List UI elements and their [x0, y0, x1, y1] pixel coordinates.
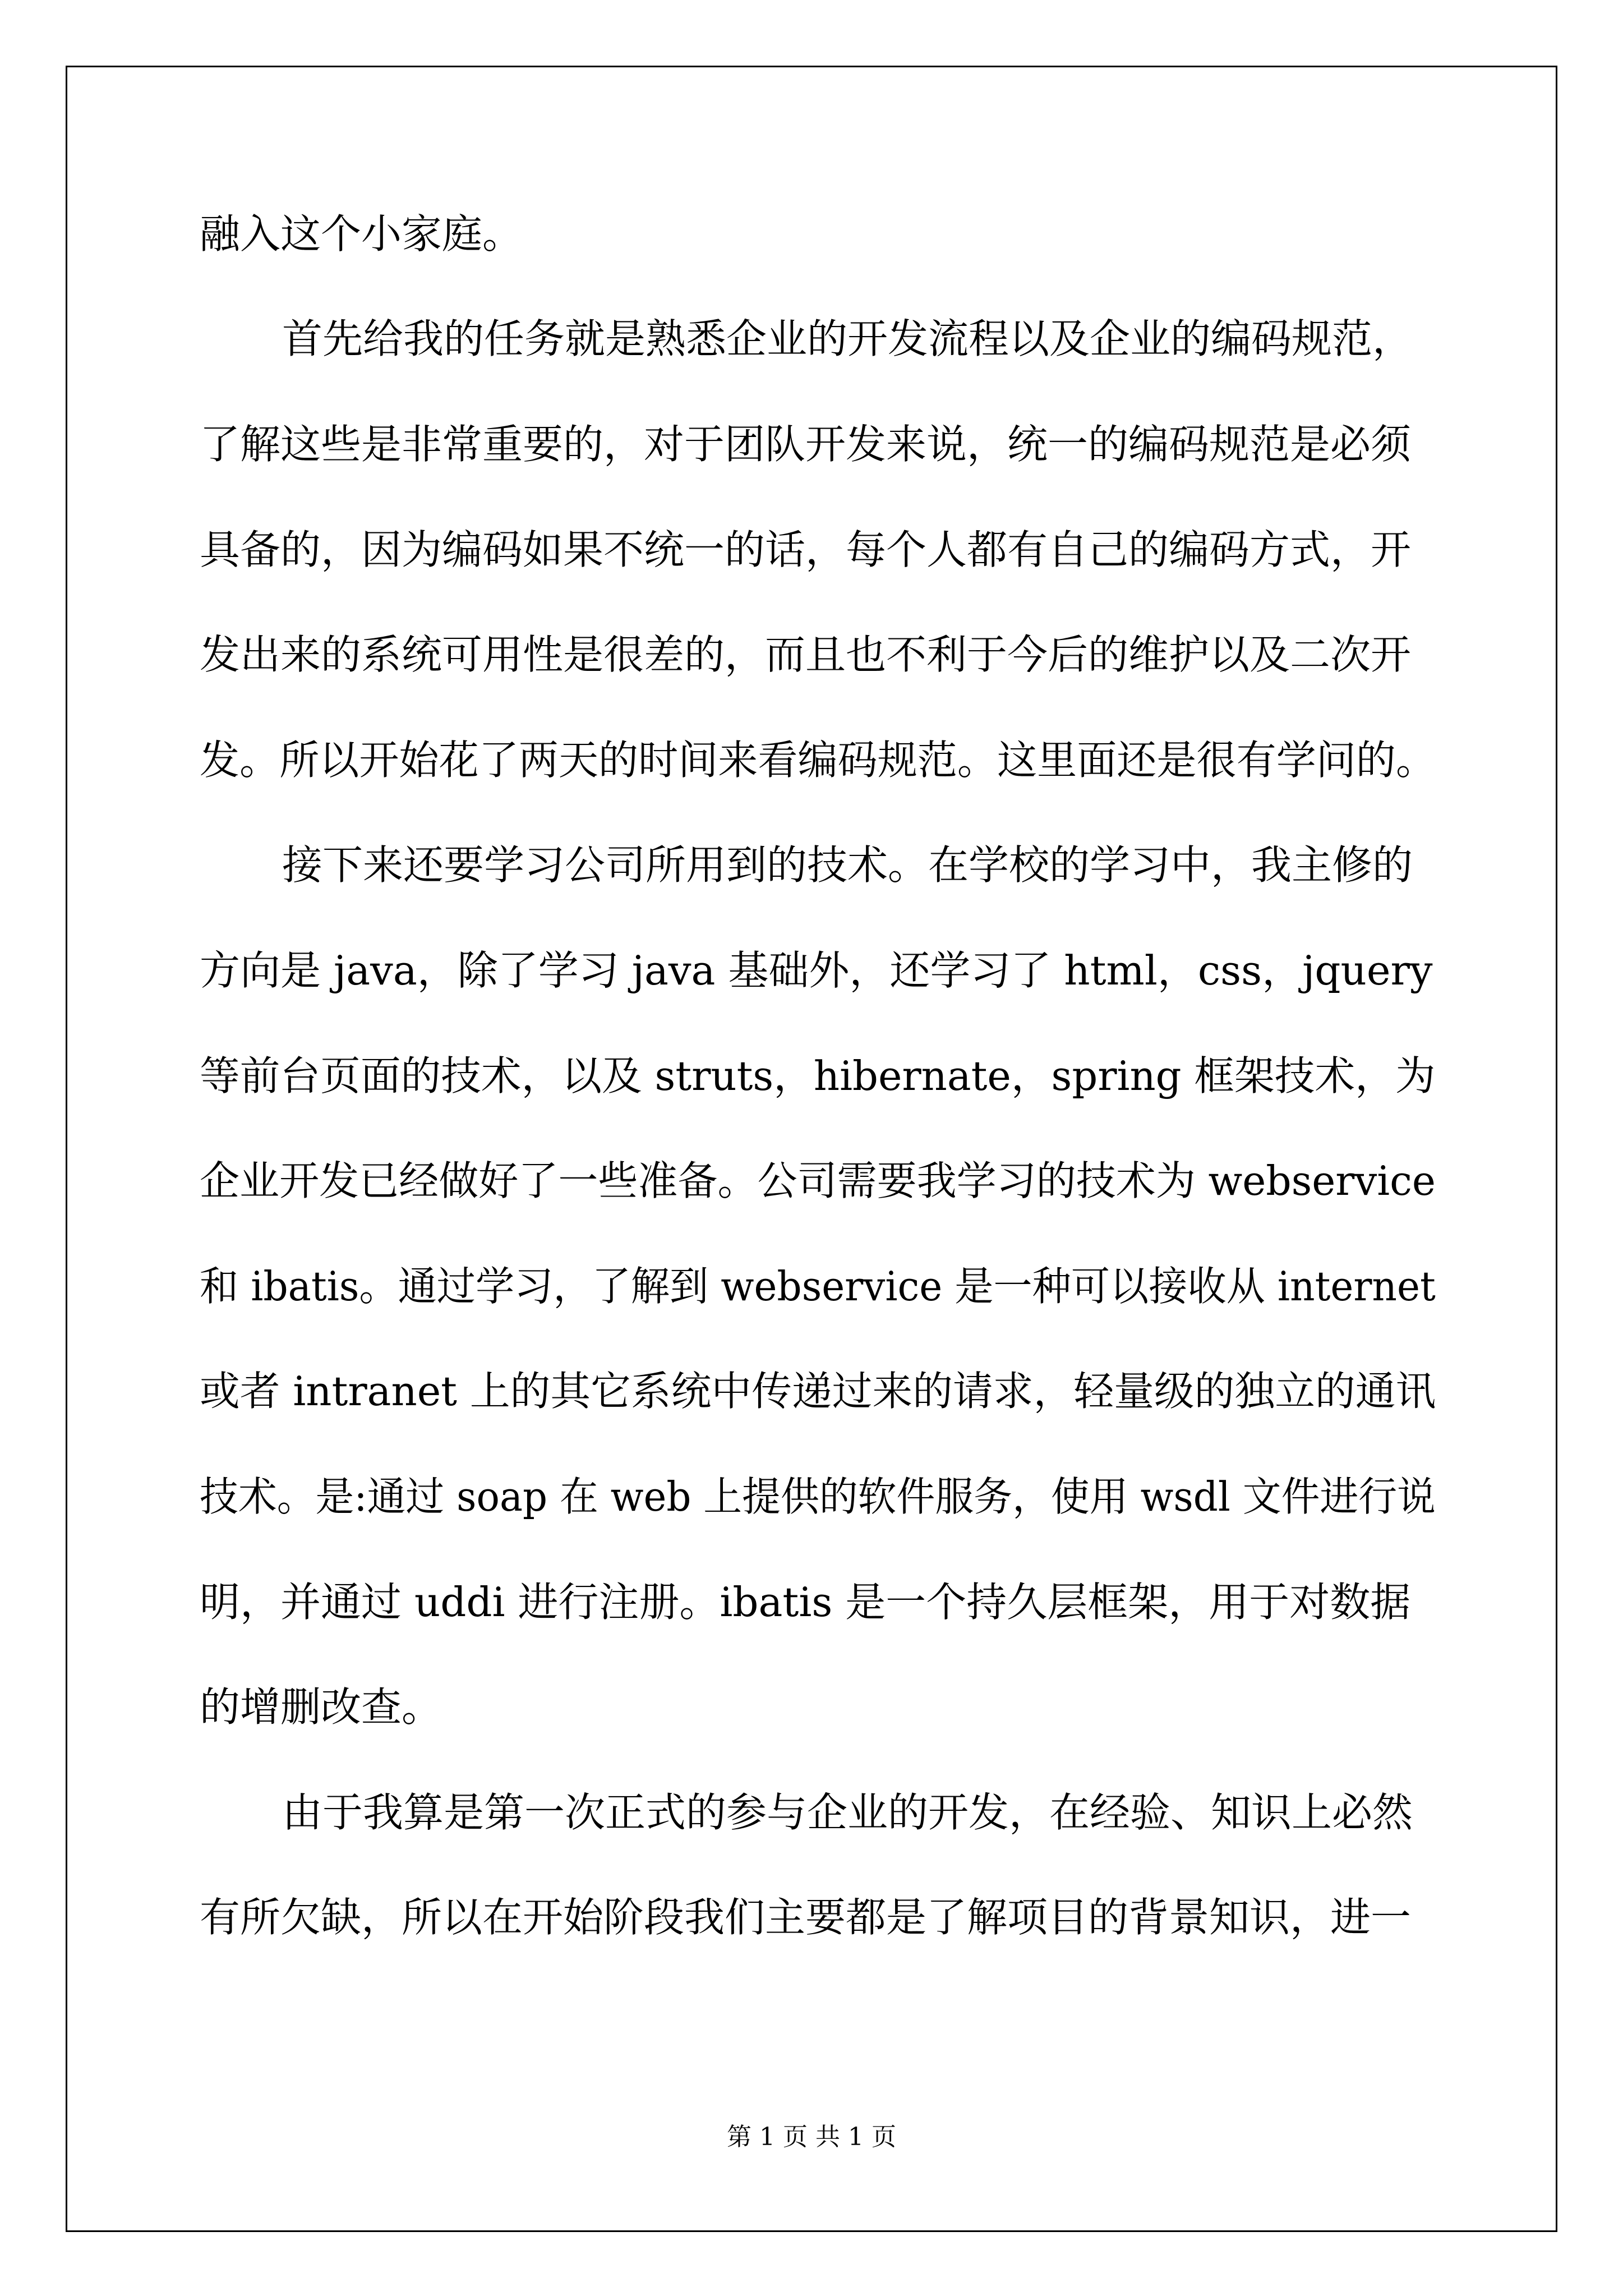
- text-line: 等前台页面的技术，以及 struts，hibernate，spring 框架技术，为: [200, 1052, 1436, 1099]
- text-line: 的增删改查。: [200, 1683, 442, 1731]
- paragraph-first-line: 由于我算是第一次正式的参与企业的开发，在经验、知识上必然: [282, 1789, 1413, 1836]
- text-line: 具备的，因为编码如果不统一的话，每个人都有自己的编码方式，开: [200, 526, 1412, 573]
- text-line: 和 ibatis。通过学习，了解到 webservice 是一种可以接收从 internet: [200, 1263, 1436, 1310]
- text-line: 了解这些是非常重要的，对于团队开发来说，统一的编码规范是必须: [200, 421, 1412, 468]
- text-line: 或者 intranet 上的其它系统中传递过来的请求，轻量级的独立的通讯: [200, 1368, 1436, 1415]
- text-line: 发出来的系统可用性是很差的，而且也不利于今后的维护以及二次开: [200, 631, 1412, 678]
- text-line: 技术。是:通过 soap 在 web 上提供的软件服务，使用 wsdl 文件进行说: [200, 1473, 1436, 1520]
- text-line: 融入这个小家庭。: [200, 210, 523, 257]
- page-footer: 第 1 页 共 1 页: [727, 2123, 896, 2151]
- text-line: 明，并通过 uddi 进行注册。ibatis 是一个持久层框架，用于对数据: [200, 1579, 1411, 1626]
- text-line: 发。所以开始花了两天的时间来看编码规范。这里面还是很有学问的。: [200, 737, 1436, 784]
- text-line: 方向是 java，除了学习 java 基础外，还学习了 html，css，jquery: [200, 947, 1433, 994]
- text-line: 有所欠缺，所以在开始阶段我们主要都是了解项目的背景知识，进一: [200, 1894, 1412, 1941]
- paragraph-first-line: 接下来还要学习公司所用到的技术。在学校的学习中，我主修的: [282, 841, 1413, 889]
- text-line: 企业开发已经做好了一些准备。公司需要我学习的技术为 webservice: [200, 1157, 1436, 1204]
- paragraph-first-line: 首先给我的任务就是熟悉企业的开发流程以及企业的编码规范，: [282, 315, 1413, 362]
